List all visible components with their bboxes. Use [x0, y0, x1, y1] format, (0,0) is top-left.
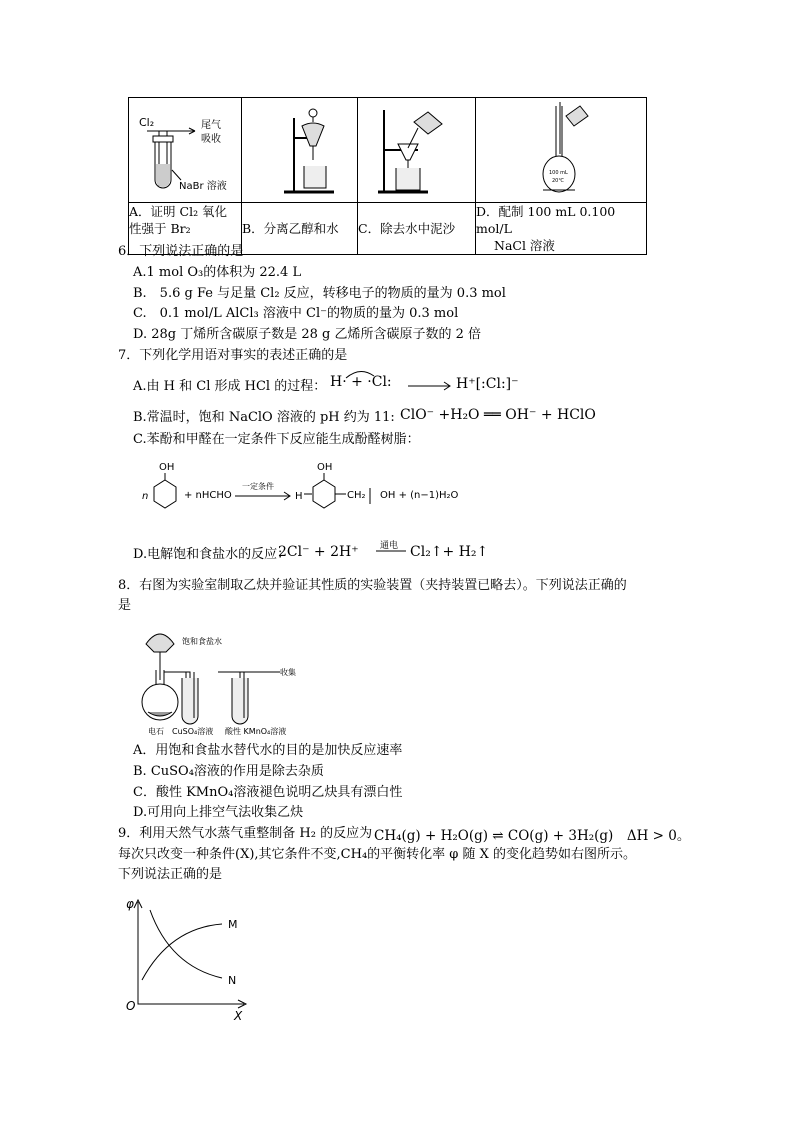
separatory-funnel	[242, 98, 357, 198]
apparatus-d-image	[476, 98, 647, 203]
svg-text:吸收: 吸收	[201, 134, 221, 145]
origin-label: O	[126, 999, 136, 1013]
q6-option-a: A.1 mol O₃的体积为 22.4 L	[133, 265, 302, 280]
hcl-formation-left: H· + ·Cl:	[330, 374, 392, 390]
q8-option-d: D.可用向上排空气法收集乙炔	[133, 805, 304, 820]
svg-text:OH: OH	[317, 462, 333, 473]
apparatus-b-image	[242, 98, 358, 203]
svg-text:酸性 KMnO₄溶液: 酸性 KMnO₄溶液	[225, 727, 287, 736]
apparatus-c-image	[358, 98, 476, 203]
q6-option-d: D. 28g 丁烯所含碳原子数是 28 g 乙烯所含碳原子数的 2 倍	[133, 327, 482, 342]
q8-option-b: B. CuSO₄溶液的作用是除去杂质	[133, 764, 324, 779]
q7-option-d: D.电解饱和食盐水的反应：	[133, 547, 291, 562]
curve-n	[150, 910, 222, 978]
q7-option-c: C.苯酚和甲醛在一定条件下反应能生成酚醛树脂：	[133, 432, 420, 447]
svg-text:+ nHCHO: + nHCHO	[184, 490, 232, 501]
x-axis-label: X	[234, 1009, 243, 1023]
y-axis-label: φ	[126, 897, 134, 911]
svg-text:100 mL: 100 mL	[549, 170, 568, 176]
filtration	[358, 98, 475, 198]
q9-equation: CH₄(g) + H₂O(g) ⇌ CO(g) + 3H₂(g) ΔH > 0。	[374, 828, 691, 844]
svg-text:CuSO₄溶液: CuSO₄溶液	[172, 727, 214, 736]
q6-option-c: C. 0.1 mol/L AlCl₃ 溶液中 Cl⁻的物质的量为 0.3 mol	[133, 306, 459, 321]
svg-text:电石: 电石	[148, 727, 164, 736]
svg-text:NaBr 溶液: NaBr 溶液	[179, 181, 227, 192]
q8-option-c: C．酸性 KMnO₄溶液褪色说明乙炔具有漂白性	[133, 785, 403, 800]
svg-text:H: H	[295, 491, 303, 502]
svg-text:饱和食盐水: 饱和食盐水	[182, 637, 222, 646]
q7-option-b: B.常温时，饱和 NaClO 溶液的 pH 约为 11:	[133, 410, 395, 425]
q6-option-b: B. 5.6 g Fe 与足量 Cl₂ 反应，转移电子的物质的量为 0.3 mol	[133, 286, 506, 301]
apparatus-table	[128, 97, 647, 255]
electrolysis-condition: 通电	[380, 541, 399, 551]
q9-stem-line2: 每次只改变一种条件(X),其它条件不变,CH₄的平衡转化率 φ 随 X 的变化趋势如右图所示。	[118, 847, 637, 862]
svg-text:OH + (n−1)H₂O: OH + (n−1)H₂O	[380, 490, 459, 501]
svg-text:20℃: 20℃	[552, 178, 564, 184]
curve-m	[142, 924, 222, 980]
electrolysis-arrow	[374, 548, 408, 554]
q9-stem-line3: 下列说法正确的是	[118, 867, 223, 882]
q8-stem-line1: 8．右图为实验室制取乙炔并验证其性质的实验装置（夹持装置已略去）。下列说法正确的	[118, 578, 627, 593]
apparatus-a-caption: A．证明 Cl₂ 氧化 性强于 Br₂	[129, 203, 242, 255]
phenol-resin-equation	[140, 458, 460, 533]
volumetric-flask	[476, 98, 646, 198]
naclo-equation: ClO⁻ +H₂O ══ OH⁻ + HClO	[400, 407, 596, 423]
svg-text:CH₂: CH₂	[347, 490, 366, 501]
svg-text:Cl₂: Cl₂	[139, 116, 155, 129]
svg-text:OH: OH	[159, 462, 175, 473]
apparatus-a-image	[129, 98, 242, 203]
apparatus-d-caption: D．配制 100 mL 0.100 mol/L NaCl 溶液	[476, 203, 647, 255]
curve-n-label: N	[228, 974, 237, 987]
svg-text:收集: 收集	[280, 668, 296, 677]
phi-vs-x-chart	[120, 892, 260, 1024]
curve-m-label: M	[228, 918, 238, 931]
q8-option-a: A．用饱和食盐水替代水的目的是加快反应速率	[133, 743, 403, 758]
hcl-formation-right: H⁺[:Cl:]⁻	[456, 376, 519, 392]
electrolysis-reactants: 2Cl⁻ + 2H⁺	[278, 544, 359, 560]
q7-stem: 7．下列化学用语对事实的表述正确的是	[118, 348, 348, 363]
cl2-nabr-apparatus	[129, 98, 241, 198]
svg-text:n: n	[142, 491, 149, 502]
q6-stem: 6．下列说法正确的是	[118, 244, 244, 259]
q7-option-a: A.由 H 和 Cl 形成 HCl 的过程：	[133, 379, 327, 394]
q8-stem-line2: 是	[118, 598, 132, 613]
apparatus-b-caption: B．分离乙醇和水	[242, 203, 358, 255]
svg-text:尾气: 尾气	[201, 120, 221, 131]
q9-stem-line1: 9．利用天然气水蒸气重整制备 H₂ 的反应为	[118, 826, 373, 841]
apparatus-c-caption: C．除去水中泥沙	[358, 203, 476, 255]
acetylene-apparatus	[130, 620, 310, 738]
electrolysis-products: Cl₂↑+ H₂↑	[410, 544, 489, 560]
svg-text:一定条件: 一定条件	[242, 482, 274, 491]
